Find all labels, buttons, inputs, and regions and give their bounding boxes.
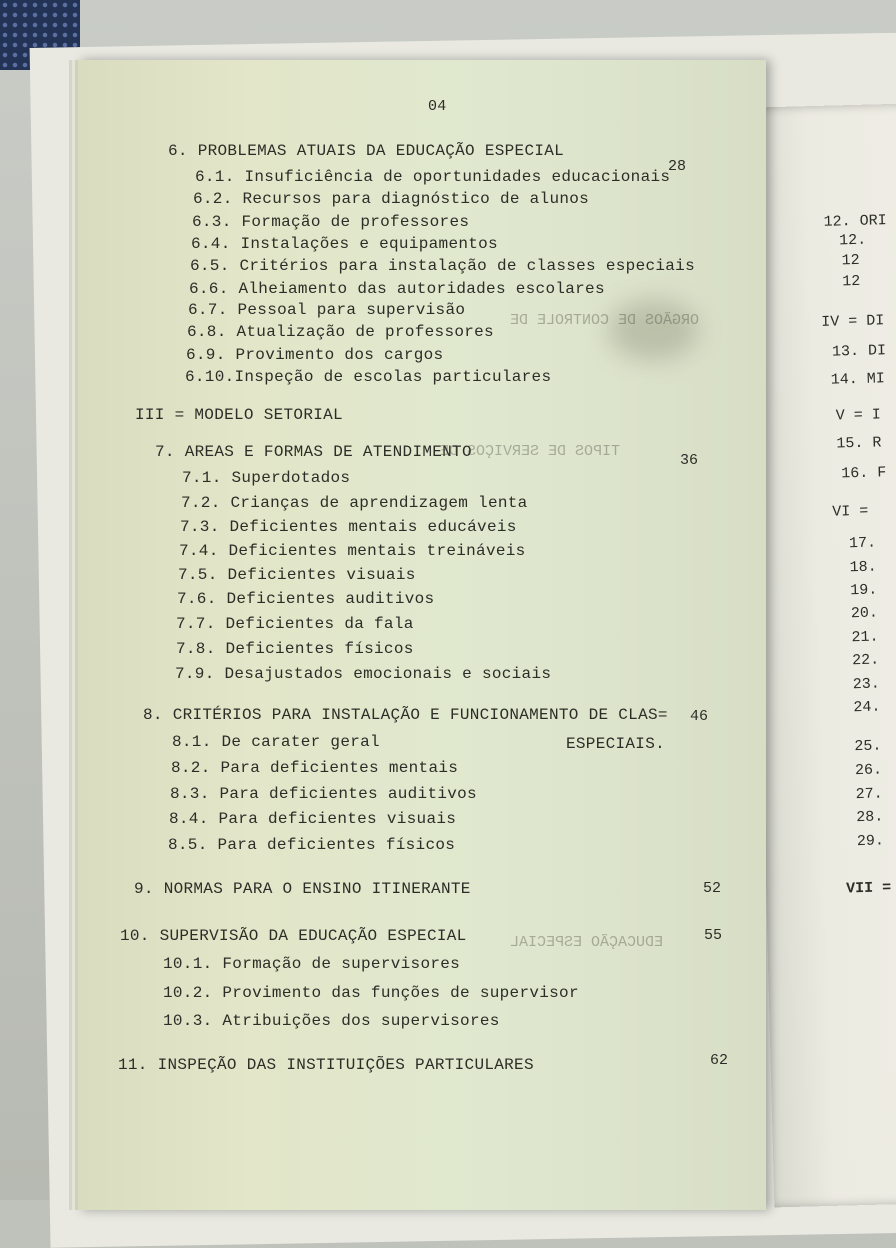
facing-page-line: 24. [853, 698, 881, 717]
toc-entry: 8.4. Para deficientes visuais [169, 810, 457, 828]
toc-entry: 7.3. Deficientes mentais educáveis [180, 518, 517, 536]
toc-entry: 8.3. Para deficientes auditivos [170, 785, 477, 803]
bleed-through-text: TIPOS DE SERVIÇOS DE [440, 443, 621, 460]
toc-entry: 6.5. Critérios para instalação de classes especiais [190, 257, 695, 275]
toc-page-number: 55 [704, 927, 723, 944]
toc-page-number: 52 [703, 880, 722, 897]
toc-entry: 10. SUPERVISÃO DA EDUCAÇÃO ESPECIAL [120, 927, 467, 945]
facing-page-line: 14. MI [830, 370, 886, 389]
toc-entry: 10.2. Provimento das funções de supervisor [163, 984, 579, 1002]
toc-entry: 6.10.Inspeção de escolas particulares [185, 368, 552, 386]
toc-entry: 9. NORMAS PARA O ENSINO ITINERANTE [134, 880, 471, 898]
toc-entry: III = MODELO SETORIAL [135, 406, 343, 424]
facing-page-line: 21. [851, 628, 879, 647]
toc-entry: 6.2. Recursos para diagnóstico de alunos [193, 190, 590, 208]
toc-page-number: 46 [690, 708, 709, 725]
toc-entry: 7.4. Deficientes mentais treináveis [179, 542, 526, 560]
facing-page-line: 20. [850, 604, 879, 623]
facing-page-line: 25. [854, 737, 882, 756]
toc-entry: 6.8. Atualização de professores [187, 323, 494, 341]
facing-page-line: 18. [849, 558, 877, 577]
toc-entry: 7.6. Deficientes auditivos [177, 590, 435, 608]
toc-entry: 7.7. Deficientes da fala [176, 615, 414, 633]
toc-entry: 7.1. Superdotados [182, 469, 351, 487]
toc-entry: 7.8. Deficientes físicos [176, 640, 414, 658]
facing-page-line: 13. DI [831, 342, 887, 361]
facing-page-line: 12 [841, 251, 860, 270]
facing-page-line: 19. [850, 581, 878, 600]
facing-page-line: V = I [835, 406, 881, 425]
facing-page-line: 22. [851, 651, 880, 670]
toc-page-number: 62 [710, 1052, 729, 1069]
facing-page-line: IV = DI [821, 312, 885, 331]
facing-page-line: VI = [832, 502, 869, 521]
toc-entry: 7.2. Crianças de aprendizagem lenta [181, 494, 528, 512]
facing-page-line: 16. F [841, 464, 887, 483]
facing-page-line: VII = [845, 879, 892, 898]
facing-page-line: 15. R [836, 434, 882, 453]
toc-entry: 6.9. Provimento dos cargos [186, 346, 444, 364]
toc-entry: 8.1. De carater geral [172, 733, 380, 751]
toc-entry: 6.3. Formação de professores [192, 213, 470, 231]
facing-page-line: 12. ORI [823, 212, 887, 231]
toc-entry: 6.1. Insuficiência de oportunidades educacionais [195, 168, 671, 186]
toc-entry: 7. AREAS E FORMAS DE ATENDIMENTO [155, 443, 472, 461]
facing-page-line: 17. [848, 534, 877, 553]
toc-entry: 7.5. Deficientes visuais [178, 566, 416, 584]
facing-page-line: 23. [852, 675, 881, 694]
facing-page-line: 27. [855, 785, 883, 804]
document-page [78, 60, 766, 1210]
toc-entry: 6.6. Alheiamento das autoridades escolares [189, 280, 605, 298]
toc-page-number: 36 [680, 452, 699, 469]
toc-entry: 6.7. Pessoal para supervisão [188, 301, 466, 319]
facing-page-line: 29. [856, 832, 885, 851]
page-number: 04 [428, 98, 447, 115]
facing-page-line: 12 [842, 272, 861, 291]
bleed-through-text: ORGÃOS DE CONTROLE DE [510, 312, 700, 329]
toc-entry: 10.3. Atribuições dos supervisores [163, 1012, 500, 1030]
facing-page-line: 28. [856, 808, 884, 827]
toc-entry: 8. CRITÉRIOS PARA INSTALAÇÃO E FUNCIONAMENTO DE CLAS= [143, 706, 668, 724]
toc-entry: 10.1. Formação de supervisores [163, 955, 461, 973]
facing-page-line: 12. [838, 231, 867, 250]
toc-entry: 8.5. Para deficientes físicos [168, 836, 456, 854]
toc-entry: 7.9. Desajustados emocionais e sociais [175, 665, 552, 683]
section-8-continuation: ESPECIAIS. [566, 735, 666, 753]
bleed-through-text: EDUCAÇÃO ESPECIAL [510, 934, 664, 951]
toc-entry: 11. INSPEÇÃO DAS INSTITUIÇÕES PARTICULARES [118, 1056, 534, 1074]
toc-entry: 8.2. Para deficientes mentais [171, 759, 459, 777]
toc-entry: 6.4. Instalações e equipamentos [191, 235, 498, 253]
toc-entry: 6. PROBLEMAS ATUAIS DA EDUCAÇÃO ESPECIAL [168, 142, 565, 160]
paper-stain [608, 300, 698, 360]
facing-page-line: 26. [854, 761, 883, 780]
toc-page-number: 28 [668, 158, 687, 175]
